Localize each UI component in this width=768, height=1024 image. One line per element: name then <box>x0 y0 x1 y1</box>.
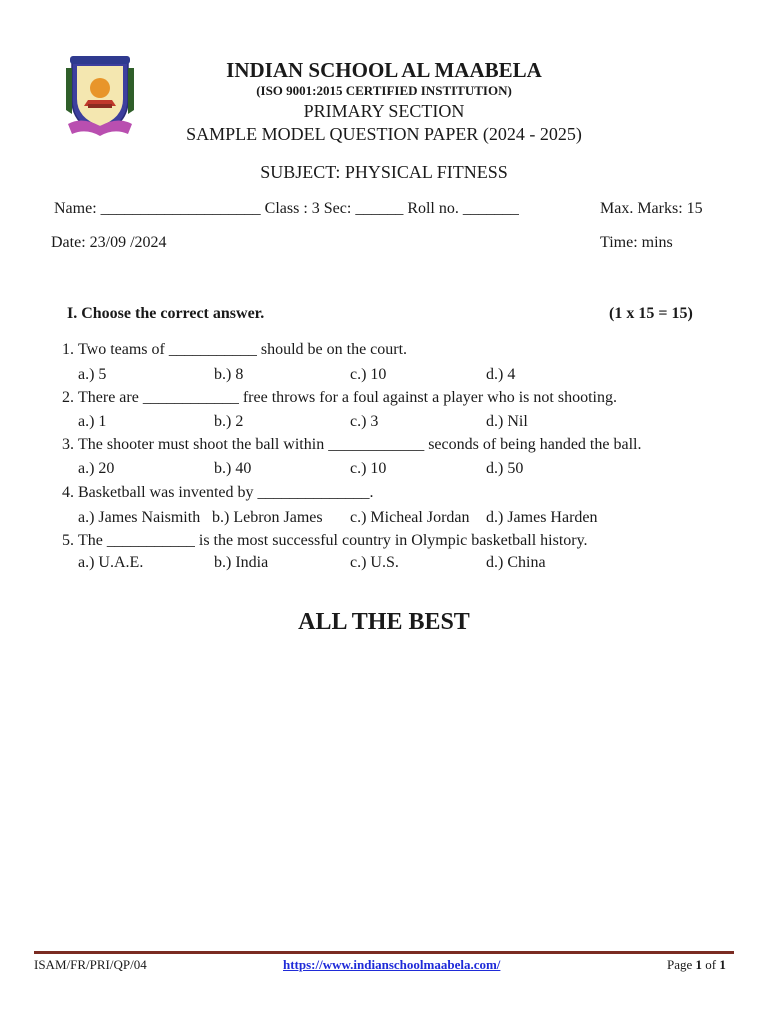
question-number: 4. <box>62 484 74 501</box>
question-text: Two teams of ___________ should be on the court. <box>78 341 408 358</box>
page-of: of <box>702 957 720 972</box>
option-c: c.) 3 <box>350 413 379 430</box>
exam-date: Date: 23/09 /2024 <box>51 234 167 251</box>
section-heading: I. Choose the correct answer. <box>67 305 265 322</box>
footer-divider <box>34 951 734 954</box>
school-name: INDIAN SCHOOL AL MAABELA <box>226 58 542 82</box>
question-number: 1. <box>62 341 74 358</box>
option-a: a.) 5 <box>78 366 107 383</box>
option-d: d.) 4 <box>486 366 516 383</box>
closing-message: ALL THE BEST <box>298 609 470 635</box>
option-a: a.) 20 <box>78 460 115 477</box>
question-text: The shooter must shoot the ball within ____________ seconds of being handed the ball. <box>78 436 642 453</box>
subject-title: SUBJECT: PHYSICAL FITNESS <box>260 162 508 182</box>
option-b: b.) 40 <box>214 460 252 477</box>
section-marks: (1 x 15 = 15) <box>609 305 693 322</box>
document-code: ISAM/FR/PRI/QP/04 <box>34 957 147 972</box>
page-current: 1 <box>695 957 703 972</box>
question-item <box>52 389 752 435</box>
page-total: 1 <box>719 957 726 972</box>
section-name: PRIMARY SECTION <box>303 101 465 121</box>
page-prefix: Page <box>667 957 696 972</box>
option-a: a.) 1 <box>78 413 107 430</box>
option-c: c.) 10 <box>350 460 387 477</box>
option-a: a.) U.A.E. <box>78 554 144 571</box>
exam-time: Time: mins <box>600 234 673 251</box>
option-b: b.) 8 <box>214 366 244 383</box>
question-number: 2. <box>62 389 74 406</box>
option-c: c.) U.S. <box>350 554 399 571</box>
iso-certification: (ISO 9001:2015 CERTIFIED INSTITUTION) <box>256 83 512 98</box>
option-d: d.) James Harden <box>486 509 598 526</box>
option-a: a.) James Naismith <box>78 509 201 526</box>
max-marks: Max. Marks: 15 <box>600 200 703 217</box>
page-number <box>667 957 726 973</box>
question-item <box>52 484 752 530</box>
option-d: d.) 50 <box>486 460 524 477</box>
school-website-link[interactable]: https://www.indianschoolmaabela.com/ <box>283 957 501 972</box>
option-c: c.) 10 <box>350 366 387 383</box>
question-number: 5. <box>62 532 74 549</box>
question-item <box>52 341 752 387</box>
option-c: c.) Micheal Jordan <box>350 509 470 526</box>
option-b: b.) Lebron James <box>212 509 323 526</box>
question-text: Basketball was invented by ______________. <box>78 484 374 501</box>
question-number: 3. <box>62 436 74 453</box>
question-item <box>52 532 752 578</box>
question-text: The ___________ is the most successful country in Olympic basketball history. <box>78 532 588 549</box>
question-item <box>52 436 752 482</box>
option-b: b.) India <box>214 554 269 571</box>
option-b: b.) 2 <box>214 413 244 430</box>
paper-title: SAMPLE MODEL QUESTION PAPER (2024 - 2025) <box>186 124 582 144</box>
option-d: d.) China <box>486 554 546 571</box>
question-text: There are ____________ free throws for a foul against a player who is not shooting. <box>78 389 617 406</box>
option-d: d.) Nil <box>486 413 528 430</box>
student-info-line: Name: ____________________ Class : 3 Sec: ______ Roll no. _______ <box>54 200 519 217</box>
